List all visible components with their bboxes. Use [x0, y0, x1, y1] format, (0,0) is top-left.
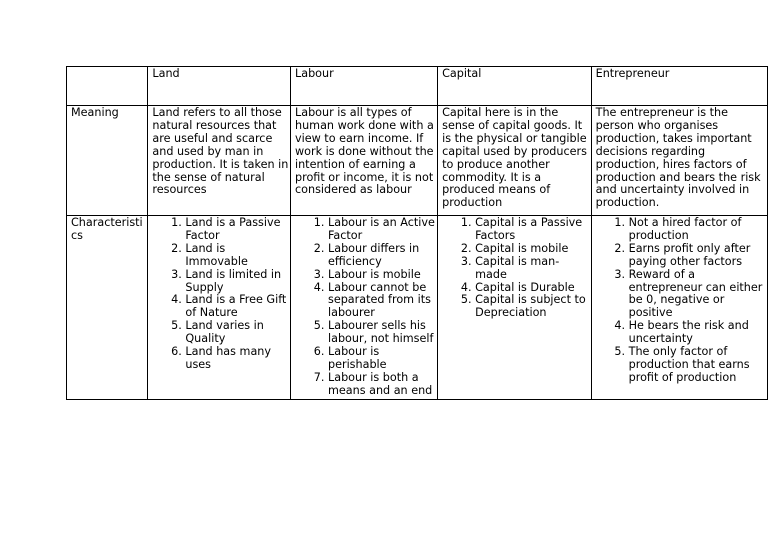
- characteristics-row: [67, 216, 768, 400]
- header-land: Land: [148, 67, 291, 106]
- list-item: 2. Labour differs in efficiency: [328, 243, 437, 269]
- header-entrepreneur: Entrepreneur: [591, 67, 767, 106]
- list-item: 5. Land varies in Quality: [185, 320, 290, 346]
- list-item: 5. The only factor of production that earns profit of production: [629, 346, 767, 385]
- land-characteristics-list: [152, 217, 290, 372]
- list-item: 3. Labour is mobile: [328, 269, 437, 282]
- list-item: 4. Capital is Durable: [475, 282, 591, 295]
- list-item: 2. Land is Immovable: [185, 243, 290, 269]
- meaning-entrepreneur: The entrepreneur is the person who organises production, takes important decisions regarding production, hires factors of production and bears the risk and uncertainty involved in production.: [591, 106, 767, 216]
- entrepreneur-characteristics-list: [596, 217, 767, 385]
- list-item: 4. Land is a Free Gift of Nature: [185, 294, 290, 320]
- characteristics-capital: [438, 216, 592, 400]
- list-item: 1. Labour is an Active Factor: [328, 217, 437, 243]
- list-item: 5. Labourer sells his labour, not himself: [328, 320, 437, 346]
- list-item: 6. Land has many uses: [185, 346, 290, 372]
- meaning-labour: Labour is all types of human work done with a view to earn income. If work is done without the intention of earning a profit or income, it is not considered as labour: [290, 106, 437, 216]
- list-item: 4. Labour cannot be separated from its labourer: [328, 282, 437, 321]
- list-item: 2. Capital is mobile: [475, 243, 591, 256]
- characteristics-entrepreneur: [591, 216, 767, 400]
- factors-of-production-table: [66, 66, 768, 400]
- list-item: 1. Land is a Passive Factor: [185, 217, 290, 243]
- header-empty-cell: [67, 67, 148, 106]
- meaning-land: Land refers to all those natural resources that are useful and scarce and used by man in production. It is taken in the sense of natural resources: [148, 106, 291, 216]
- list-item: 2. Earns profit only after paying other factors: [629, 243, 767, 269]
- list-item: 3. Capital is man-made: [475, 256, 591, 282]
- list-item: 5. Capital is subject to Depreciation: [475, 294, 591, 320]
- header-labour: Labour: [290, 67, 437, 106]
- list-item: 4. He bears the risk and uncertainty: [629, 320, 767, 346]
- list-item: 1. Capital is a Passive Factors: [475, 217, 591, 243]
- meaning-capital: Capital here is in the sense of capital goods. It is the physical or tangible capital used by producers to produce another commodity. It is a produced means of production: [438, 106, 592, 216]
- list-item: 7. Labour is both a means and an end: [328, 372, 437, 398]
- characteristics-label: Characteristics: [67, 216, 148, 400]
- characteristics-land: [148, 216, 291, 400]
- header-capital: Capital: [438, 67, 592, 106]
- meaning-label: Meaning: [67, 106, 148, 216]
- capital-characteristics-list: [442, 217, 591, 320]
- list-item: 6. Labour is perishable: [328, 346, 437, 372]
- list-item: 3. Land is limited in Supply: [185, 269, 290, 295]
- list-item: 3. Reward of a entrepreneur can either be 0, negative or positive: [629, 269, 767, 321]
- characteristics-labour: [290, 216, 437, 400]
- labour-characteristics-list: [295, 217, 437, 398]
- header-row: [67, 67, 768, 106]
- list-item: 1. Not a hired factor of production: [629, 217, 767, 243]
- meaning-row: [67, 106, 768, 216]
